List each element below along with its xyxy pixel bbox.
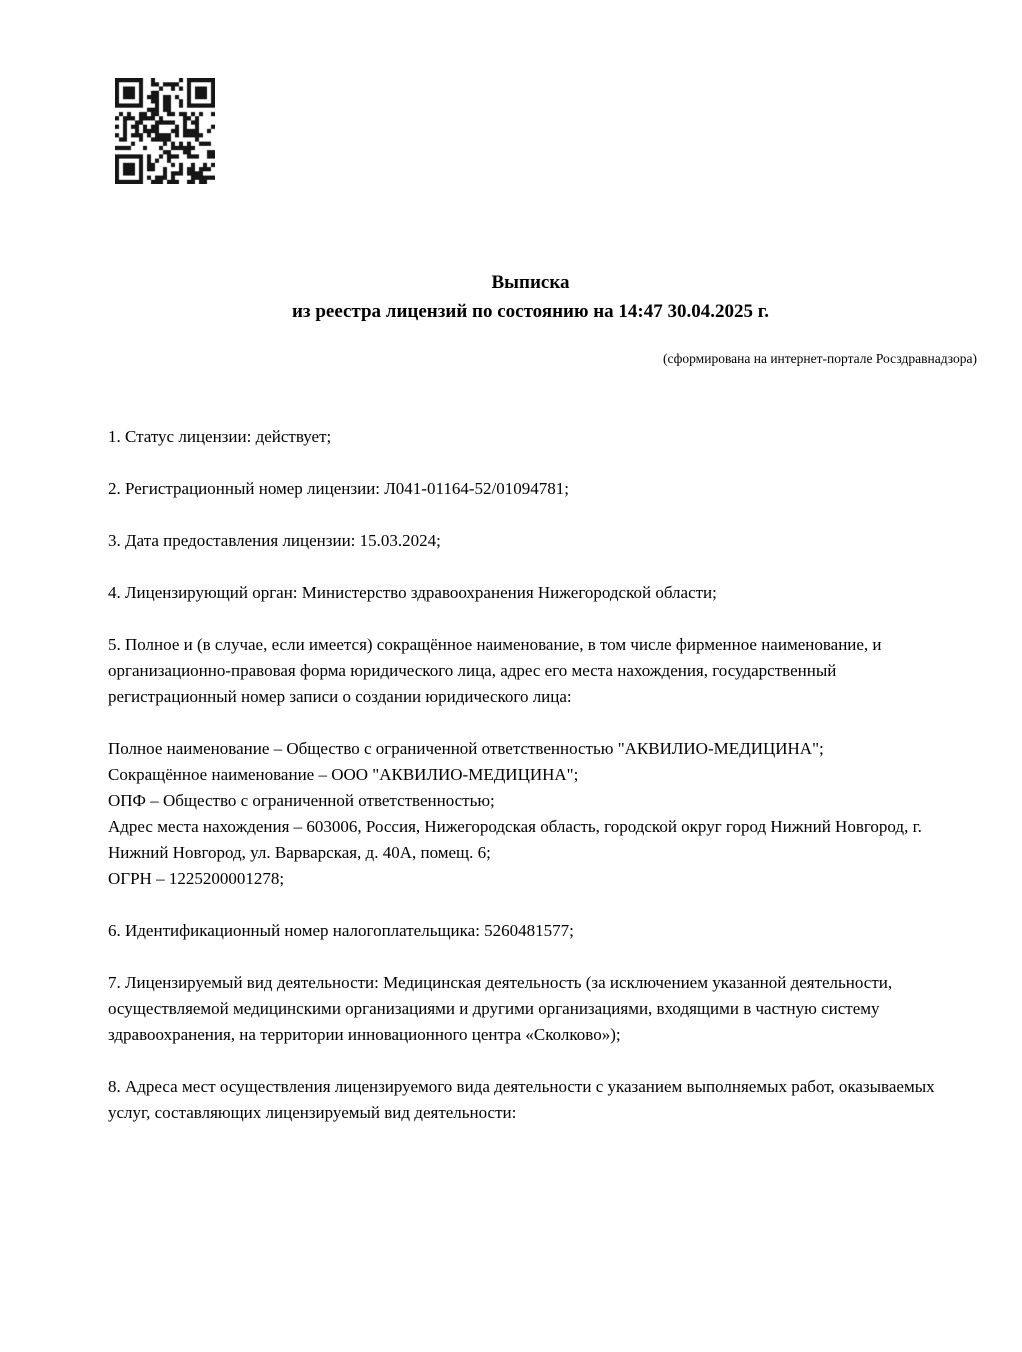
grant-date: 3. Дата предоставления лицензии: 15.03.2024; [108,531,441,550]
registration-number: 2. Регистрационный номер лицензии: Л041-01164-52/01094781; [108,479,569,498]
activity-addresses-heading: 8. Адреса мест осуществления лицензируемого вида деятельности с указанием выполняемых работ, оказываемых услуг, составляющих лицензируемый вид деятельности: [108,1077,935,1122]
title-line-1: Выписка [491,272,570,293]
taxpayer-inn: 6. Идентификационный номер налогоплательщика: 5260481577; [108,921,574,940]
organization-details [108,736,954,892]
qr-code [115,78,215,184]
organization-ogrn: ОГРН – 1225200001278; [108,869,285,888]
licensed-activity-type: 7. Лицензируемый вид деятельности: Медицинская деятельность (за исключением указанной деятельности, осуществляемой медицинскими организациями и другими организациями, входящими в частную систему здравоохранения, на территории инновационного центра «Сколково»); [108,973,893,1044]
document-body [108,424,954,1152]
license-status: 1. Статус лицензии: действует; [108,427,332,446]
title-line-2: из реестра лицензий по состоянию на 14:47 30.04.2025 г. [291,301,769,322]
organization-heading: 5. Полное и (в случае, если имеется) сокращённое наименование, в том числе фирменное наименование, и организационно-правовая форма юридического лица, адрес его места нахождения, государственный регистрационный номер записи о создании юридического лица: [108,635,882,706]
organization-address: Адрес места нахождения – 603006, Россия, Нижегородская область, городской округ город Нижний Новгород, г. Нижний Новгород, ул. Варварская, д. 40А, помещ. 6; [108,817,922,862]
organization-short-name: Сокращённое наименование – ООО "АКВИЛИО-МЕДИЦИНА"; [108,765,579,784]
licensing-authority: 4. Лицензирующий орган: Министерство здравоохранения Нижегородской области; [108,583,717,602]
document-title [108,268,953,326]
organization-opf: ОПФ – Общество с ограниченной ответственностью; [108,791,495,810]
generated-note: (сформирована на интернет-портале Росздравнадзора) [662,351,977,366]
organization-full-name: Полное наименование – Общество с ограниченной ответственностью "АКВИЛИО-МЕДИЦИНА"; [108,739,824,758]
